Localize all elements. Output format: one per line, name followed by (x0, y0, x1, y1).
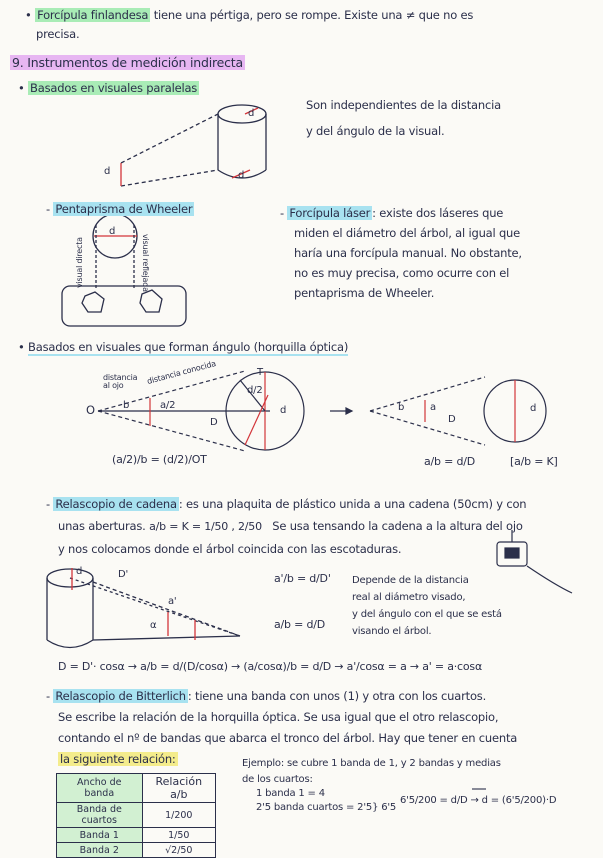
bitterlich-line-2: Se escribe la relación de la horquilla óptica. Se usa igual que el otro relascopio, (58, 710, 499, 724)
angle-title-line: • Basados en visuales que forman ángulo (horquilla óptica) (18, 340, 349, 354)
cadena-line-2: unas aberturas. a/b = K = 1/50 , 2/50 Se usa tensando la cadena a la altura del ojo (58, 519, 523, 533)
laser-line-5: pentaprisma de Wheeler. (294, 286, 435, 300)
angle-label-a: a (430, 402, 436, 413)
cadena-label-a1: a' (168, 596, 177, 607)
example-formula: 6'5/200 = d/D → d = (6'5/200)·D (400, 795, 557, 806)
bitterlich-title: Relascopio de Bitterlich (55, 689, 186, 703)
wheeler-title-line: - Pentaprisma de Wheeler (46, 202, 193, 216)
example-line-1: Ejemplo: se cubre 1 banda de 1, y 2 bandas y medias (242, 758, 501, 769)
laser-line-3: haría una forcípula manual. No obstante, (294, 246, 522, 260)
angle-label-b: b (123, 400, 130, 411)
laser-line-1: - Forcípula láser : existe dos láseres que (280, 206, 504, 220)
forcipula-finlandesa-highlight: Forcípula finlandesa (37, 8, 149, 22)
table-cell: 1/50 (142, 828, 215, 843)
parallel-label-d-top: d (248, 108, 255, 119)
table-header: Relación a/b (142, 774, 215, 803)
angle-title: Basados en visuales que forman ángulo (horquilla óptica) (28, 340, 349, 354)
relascope-icon (497, 530, 572, 593)
intro-rest: tiene una pértiga, pero se rompe. Existe una ≠ que no es (150, 8, 474, 22)
table-cell: Banda 2 (57, 843, 143, 858)
parallel-drawing (121, 105, 266, 186)
cadena-line-3: y nos colocamos donde el árbol coincida con las escotaduras. (58, 542, 402, 556)
example-line-2: de los cuartos: (242, 774, 313, 785)
bitterlich-table (56, 773, 216, 858)
horquilla-drawing (98, 371, 546, 451)
wheeler-vis-left: visual directa (75, 237, 84, 288)
cadena-derivation: D = D'· cosα → a/b = d/(D/cosα) → (a/cosα)/b = d/D → a'/cosα = a → a' = a·cosα (58, 660, 483, 673)
intro-line2: precisa. (36, 27, 80, 41)
parallel-note-1: Son independientes de la distancia (306, 98, 501, 112)
parallel-note-2: y del ángulo de la visual. (306, 124, 445, 138)
cadena-eq-1: a'/b = d/D' (274, 572, 331, 585)
laser-line-2: miden el diámetro del árbol, al igual que (294, 226, 521, 240)
cadena-title: Relascopio de cadena (55, 497, 177, 511)
table-row (57, 828, 216, 843)
cadena-desc-2: real al diámetro visado, (352, 592, 466, 603)
cadena-label-D1: D' (118, 569, 129, 580)
example-line-4: 2'5 banda cuartos = 2'5} 6'5 (256, 802, 397, 813)
parallel-label-d-bottom: d (238, 170, 245, 181)
table-cell: 1/200 (142, 803, 215, 828)
laser-title: Forcípula láser (289, 206, 371, 220)
table-cell: √2/50 (142, 843, 215, 858)
bullet: • (25, 8, 32, 22)
intro-line (25, 8, 473, 22)
angle-formula-k: [a/b = K] (510, 455, 558, 468)
cadena-eq-2: a/b = d/D (274, 618, 325, 631)
angle-label-T: T (257, 367, 263, 378)
bitterlich-line-3: contando el nº de bandas que abarca el tronco del árbol. Hay que tener en cuenta (58, 731, 518, 745)
angle-label-D: D (210, 417, 218, 428)
cadena-drawing (47, 568, 240, 648)
angle-formula-right: a/b = d/D (424, 455, 475, 468)
angle-label-D2: D (448, 414, 456, 425)
angle-distancia-ojo: distancia al ojo (103, 373, 138, 390)
parallel-title-line: • Basados en visuales paralelas (18, 81, 198, 95)
parallel-label-d-left: d (104, 166, 111, 177)
cadena-label-d: d (76, 566, 83, 577)
wheeler-vis-right: visual reflejada (141, 234, 150, 292)
table-cell: Banda 1 (57, 828, 143, 843)
angle-label-d3: d (530, 403, 537, 414)
cadena-line-1: - Relascopio de cadena : es una plaquita de plástico unida a una cadena (50cm) y con (46, 497, 527, 511)
angle-label-b2: b (398, 402, 405, 413)
bitterlich-line-4: la siguiente relación: (60, 752, 176, 766)
cadena-desc-4: visando el árbol. (352, 626, 432, 637)
parallel-title: Basados en visuales paralelas (30, 81, 198, 95)
cadena-desc-1: Depende de la distancia (352, 575, 469, 586)
example-line-3: 1 banda 1 = 4 (256, 788, 325, 799)
angle-distancia-conocida: distancia conocida (146, 358, 217, 387)
cadena-label-alpha: α (150, 620, 157, 631)
angle-label-a2: a/2 (160, 400, 176, 411)
table-header-row (57, 774, 216, 803)
angle-label-d2: d/2 (247, 385, 263, 396)
table-row (57, 843, 216, 858)
table-cell: Banda de cuartos (57, 803, 143, 828)
laser-line-4: no es muy precisa, como ocurre con el (294, 266, 510, 280)
section-9-title: 9. Instrumentos de medición indirecta (12, 55, 243, 70)
table-row (57, 803, 216, 828)
table-header: Ancho de banda (57, 774, 143, 803)
bitterlich-line-1: - Relascopio de Bitterlich : tiene una banda con unos (1) y otra con los cuartos. (46, 689, 487, 703)
wheeler-label-d: d (109, 226, 116, 237)
angle-label-O: O (86, 403, 95, 417)
cadena-desc-3: y del ángulo con el que se está (352, 609, 502, 620)
wheeler-title: Pentaprisma de Wheeler (55, 202, 193, 216)
angle-formula-left: (a/2)/b = (d/2)/OT (112, 453, 207, 466)
angle-label-d: d (280, 405, 287, 416)
